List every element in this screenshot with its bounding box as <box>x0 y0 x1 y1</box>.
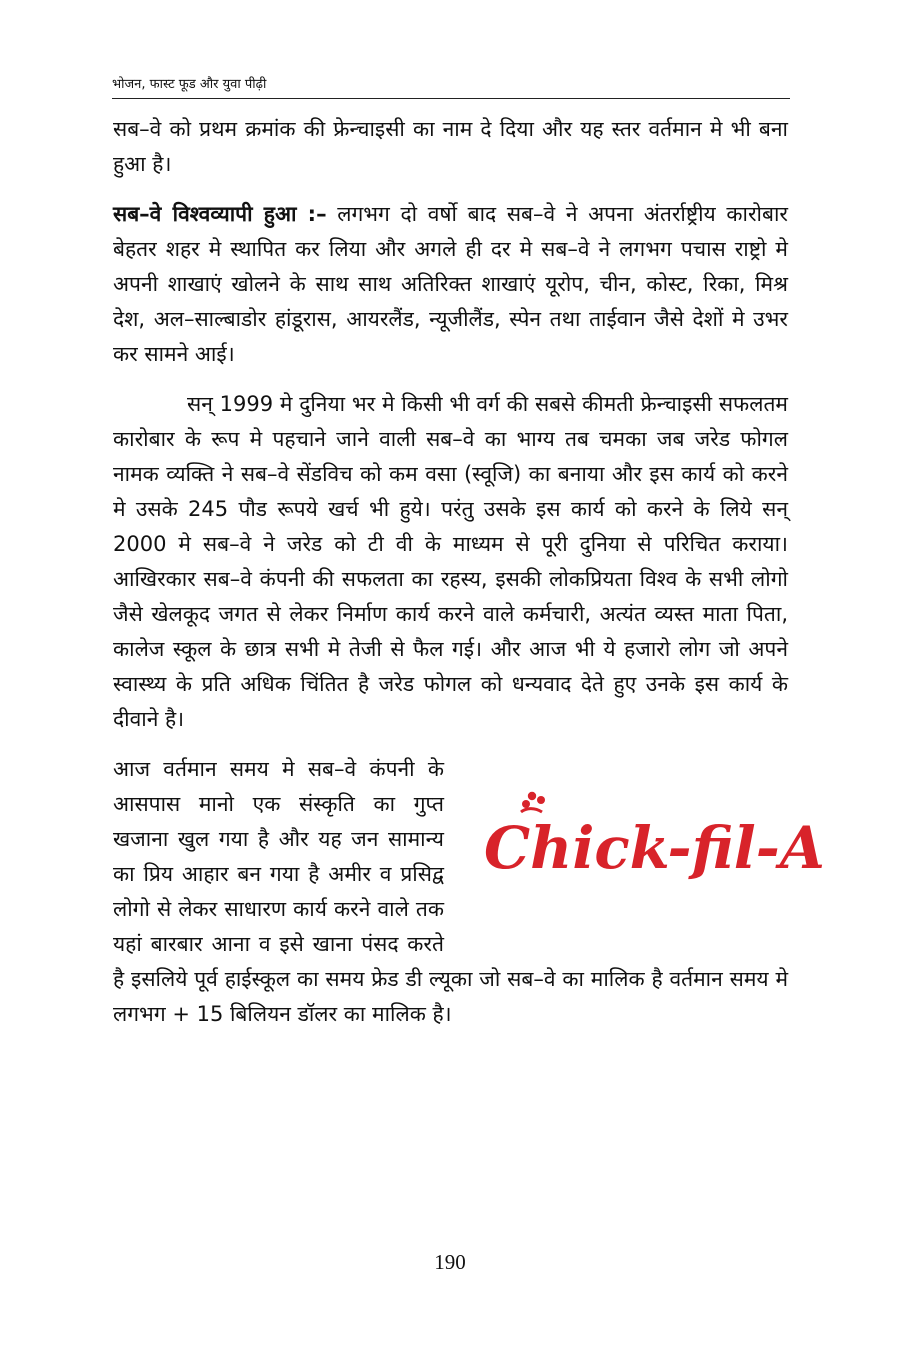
logo-wordmark: Chick-fil-A <box>484 814 825 882</box>
chick-fil-a-logo <box>460 752 825 930</box>
running-header: भोजन, फास्ट फूड और युवा पीढ़ी <box>112 74 790 99</box>
paragraph-2-text: लगभग दो वर्षो बाद सब–वे ने अपना अंतर्राष्ट्रीय कारोबार बेहतर शहर मे स्थापित कर लिया और अगले ही दर मे सब–वे ने लगभग पचास राष्ट्रो मे अपनी शाखाएं खोलने के साथ साथ अतिरिक्त शाखाएं यूरोप, चीन, कोस्ट, रिका, मिश्र देश, अल–साल्बाडोर हांडूरास, आयरलैंड, न्यूजीलैंड, स्पेन तथा ताईवान जैसे देशों मे उभर कर सामने आई। <box>113 202 788 366</box>
chick-fil-a-logo-image <box>474 786 825 896</box>
paragraph-4: आज वर्तमान समय मे सब–वे कंपनी के आसपास मानो एक संस्कृति का गुप्त खजाना खुल गया है और यह जन सामान्य का प्रिय आहार बन गया है अमीर व प्रसिद्व लोगो से लेकर साधारण कार्य करने वाले तक यहां बारबार आना व इसे खाना पंसद करते है इसलिये पूर्व हाईस्कूल का समय फ्रेड डी ल्यूका जो सब–वे का मालिक है वर्तमान समय मे लगभग + 15 बिलियन डॉलर का मालिक है। <box>113 757 788 1026</box>
page-number: 190 <box>434 1250 466 1274</box>
section-heading: सब–वे विश्वव्यापी हुआ :– <box>113 202 327 226</box>
paragraph-1: सब–वे को प्रथम क्रमांक की फ्रेन्चाइसी का नाम दे दिया और यह स्तर वर्तमान मे भी बना हुआ है। <box>113 117 788 176</box>
paragraph-2 <box>113 197 788 372</box>
paragraph-3: सन् 1999 मे दुनिया भर मे किसी भी वर्ग की सबसे कीमती फ्रेन्चाइसी सफलतम कारोबार के रूप मे पहचाने जाने वाली सब–वे का भाग्य तब चमका जब जरेड फोगल नामक व्यक्ति ने सब–वे सेंडविच को कम वसा (स्वूजि) का बनाया और इस कार्य को करने मे उसके 245 पौड रूपये खर्च भी हुये। परंतु उसके इस कार्य को करने के लिये सन् 2000 मे सब–वे ने जरेड को टी वी के माध्यम से पूरी दुनिया से परिचित कराया। आखिरकार सब–वे कंपनी की सफलता का रहस्य, इसकी लोकप्रियता विश्व के सभी लोगो जैसे खेलकूद जगत से लेकर निर्माण कार्य करने वाले कर्मचारी, अत्यंत व्यस्त माता पिता, कालेज स्कूल के छात्र सभी मे तेजी से फैल गई। और आज भी ये हजारो लोग जो अपने स्वास्थ्य के प्रति अधिक चिंतित है जरेड फोगल को धन्यवाद देते हुए उनके इस कार्य के दीवाने है। <box>113 392 788 731</box>
body-text <box>113 112 825 1047</box>
